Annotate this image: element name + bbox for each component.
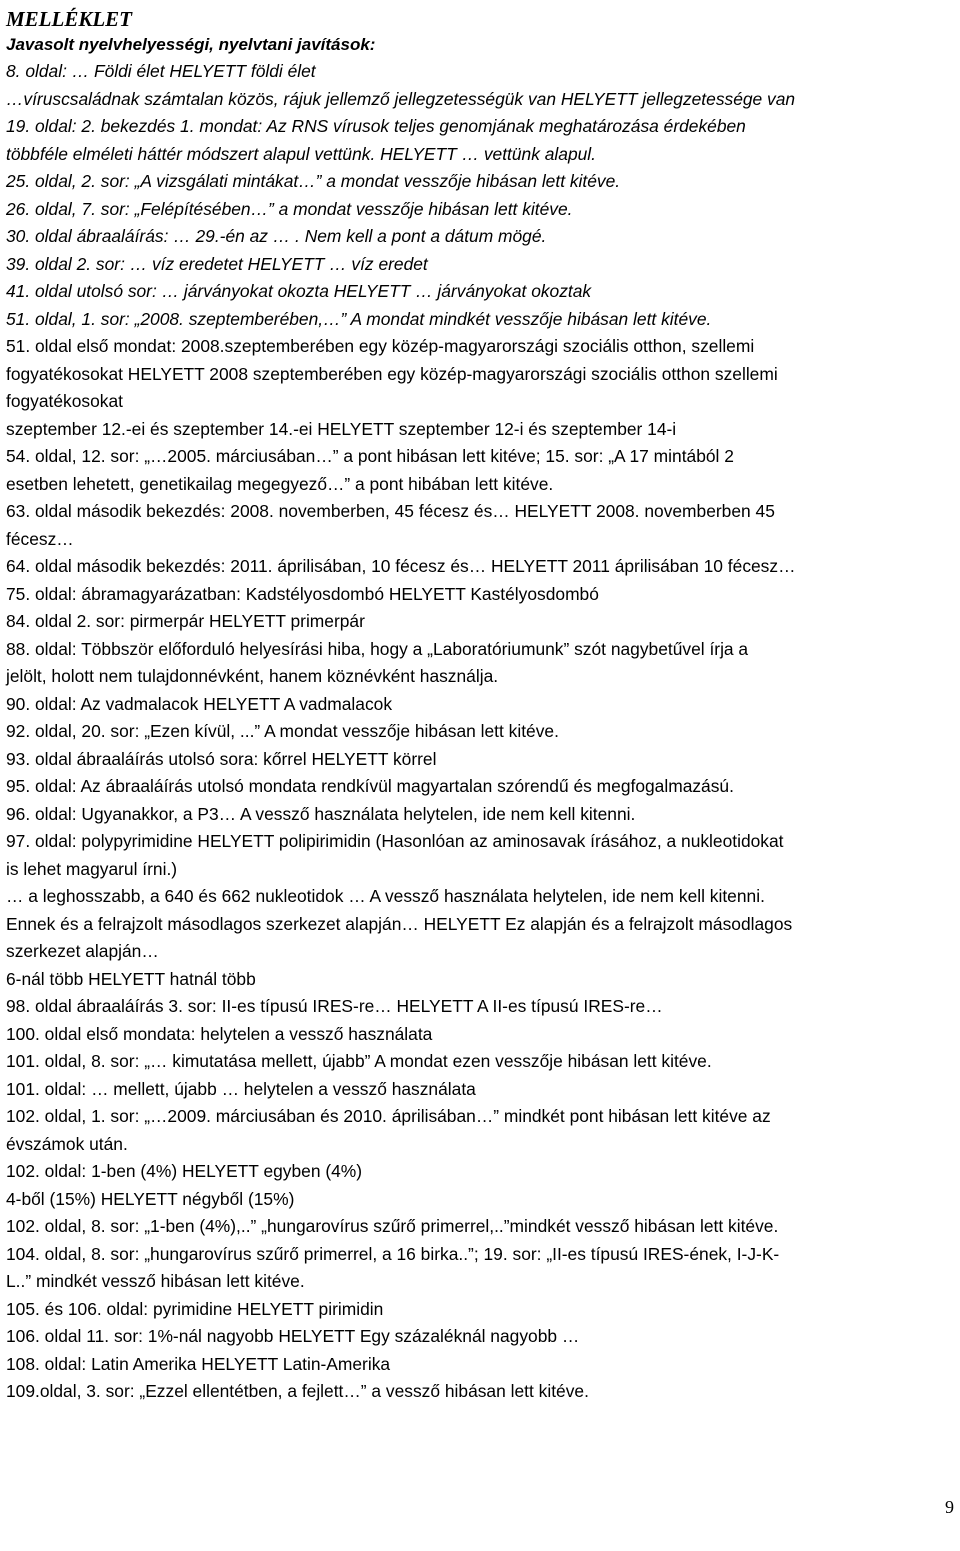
- correction-line: 102. oldal, 1. sor: „…2009. márciusában és 2010. áprilisában…” mindkét pont hibásan lett kitéve az: [6, 1106, 771, 1126]
- correction-line: 75. oldal: ábramagyarázatban: Kadstélyosdombó HELYETT Kastélyosdombó: [6, 583, 599, 604]
- correction-line: 54. oldal, 12. sor: „…2005. márciusában…” a pont hibásan lett kitéve; 15. sor: „A 17 mintából 2: [6, 446, 734, 466]
- correction-line: 88. oldal: Többször előforduló helyesírási hiba, hogy a „Laboratóriumunk” szót nagybetűvel írja a: [6, 638, 749, 659]
- document-subtitle: Javasolt nyelvhelyességi, nyelvtani javítások:: [6, 35, 376, 54]
- correction-line: 98. oldal ábraaláírás 3. sor: II-es típusú IRES-re… HELYETT A II-es típusú IRES-re…: [6, 996, 663, 1016]
- correction-line: fogyatékosokat: [6, 391, 123, 411]
- correction-line: 51. oldal, 1. sor: „2008. szeptemberében,…” A mondat mindkét vesszője hibásan lett kitéve.: [6, 308, 712, 329]
- correction-line: L..” mindkét vessző hibásan lett kitéve.: [6, 1271, 305, 1291]
- correction-line: 84. oldal 2. sor: pirmerpár HELYETT primerpár: [6, 611, 365, 631]
- correction-line: is lehet magyarul írni.): [6, 858, 178, 879]
- correction-line: … a leghosszabb, a 640 és 662 nukleotidok … A vessző használata helytelen, ide nem kell kitenni.: [6, 886, 765, 906]
- correction-line: 106. oldal 11. sor: 1%-nál nagyobb HELYETT Egy százaléknál nagyobb …: [6, 1326, 580, 1346]
- correction-line: szeptember 12.-ei és szeptember 14.-ei HELYETT szeptember 12-i és szeptember 14-i: [6, 418, 677, 439]
- correction-line: 63. oldal második bekezdés: 2008. novemberben, 45 fécesz és… HELYETT 2008. novemberben 45: [6, 501, 775, 521]
- correction-line: 92. oldal, 20. sor: „Ezen kívül, ...” A mondat vesszője hibásan lett kitéve.: [6, 721, 559, 741]
- correction-line: 41. oldal utolsó sor: … járványokat okozta HELYETT … járványokat okoztak: [6, 281, 592, 301]
- correction-line: 19. oldal: 2. bekezdés 1. mondat: Az RNS vírusok teljes genomjának meghatározása érdekében: [6, 116, 746, 136]
- correction-line: 109.oldal, 3. sor: „Ezzel ellentétben, a fejlett…” a vessző hibásan lett kitéve.: [6, 1381, 589, 1401]
- correction-line: fécesz…: [6, 528, 74, 549]
- page-number: 9: [945, 1497, 954, 1517]
- correction-line: 108. oldal: Latin Amerika HELYETT Latin-Amerika: [6, 1353, 391, 1374]
- correction-line: …víruscsaládnak számtalan közös, rájuk jellemző jellegzetességük van HELYETT jellegzetessége van: [6, 88, 796, 109]
- correction-line: 30. oldal ábraaláírás: … 29.-én az … . Nem kell a pont a dátum mögé.: [6, 226, 547, 246]
- correction-line: 93. oldal ábraaláírás utolsó sora: kőrrel HELYETT körrel: [6, 748, 437, 769]
- correction-line: 102. oldal: 1-ben (4%) HELYETT egyben (4%): [6, 1161, 363, 1181]
- correction-line: 64. oldal második bekezdés: 2011. áprilisában, 10 fécesz és… HELYETT 2011 áprilisában 10 fécesz…: [6, 556, 796, 576]
- correction-line: 96. oldal: Ugyanakkor, a P3… A vessző használata helytelen, ide nem kell kitenni.: [6, 803, 636, 824]
- correction-line: 51. oldal első mondat: 2008.szeptemberében egy közép-magyarországi szociális otthon, szellemi: [6, 336, 755, 356]
- correction-line: 8. oldal: … Földi élet HELYETT földi élet: [6, 61, 316, 81]
- correction-line: 97. oldal: polypyrimidine HELYETT polipirimidin (Hasonlóan az aminosavak írásához, a nukleotidokat: [6, 831, 784, 851]
- document-page: [6, 6, 952, 1406]
- correction-line: jelölt, holott nem tulajdonnévként, hanem köznévként használja.: [6, 666, 499, 686]
- correction-line: 4-ből (15%) HELYETT négyből (15%): [6, 1188, 295, 1209]
- correction-line: 26. oldal, 7. sor: „Felépítésében…” a mondat vesszője hibásan lett kitéve.: [6, 198, 573, 219]
- correction-line: 100. oldal első mondata: helytelen a vessző használata: [6, 1023, 433, 1044]
- correction-line: 6-nál több HELYETT hatnál több: [6, 968, 256, 989]
- correction-list: [6, 58, 952, 1406]
- correction-line: többféle elméleti háttér módszert alapul vettünk. HELYETT … vettünk alapul.: [6, 143, 596, 164]
- correction-line: évszámok után.: [6, 1133, 128, 1154]
- correction-line: 39. oldal 2. sor: … víz eredetet HELYETT … víz eredet: [6, 253, 428, 274]
- document-title: MELLÉKLET: [6, 7, 133, 31]
- correction-line: fogyatékosokat HELYETT 2008 szeptemberében egy közép-magyarországi szociális otthon szellemi: [6, 363, 778, 384]
- correction-line: 90. oldal: Az vadmalacok HELYETT A vadmalacok: [6, 693, 393, 714]
- correction-line: 101. oldal: … mellett, újabb … helytelen a vessző használata: [6, 1078, 476, 1099]
- correction-line: 101. oldal, 8. sor: „… kimutatása mellett, újabb” A mondat ezen vesszője hibásan lett kitéve.: [6, 1051, 712, 1071]
- correction-line: 25. oldal, 2. sor: „A vizsgálati mintákat…” a mondat vesszője hibásan lett kitéve.: [6, 171, 621, 191]
- correction-line: Ennek és a felrajzolt másodlagos szerkezet alapján… HELYETT Ez alapján és a felrajzolt másodlagos: [6, 913, 793, 934]
- correction-line: 104. oldal, 8. sor: „hungarovírus szűrő primerrel, a 16 birka..”; 19. sor: „II-es típusú IRES-ének, I-J-K-: [6, 1243, 780, 1264]
- correction-line: esetben lehetett, genetikailag megegyező…” a pont hibában lett kitéve.: [6, 473, 554, 494]
- correction-line: szerkezet alapján…: [6, 941, 159, 961]
- correction-line: 105. és 106. oldal: pyrimidine HELYETT pirimidin: [6, 1298, 384, 1319]
- correction-line: 95. oldal: Az ábraaláírás utolsó mondata rendkívül magyartalan szórendű és megfogalmazású.: [6, 776, 734, 796]
- correction-line: 102. oldal, 8. sor: „1-ben (4%),..” „hungarovírus szűrő primerrel,..”mindkét vessző hibásan lett kitéve.: [6, 1216, 779, 1236]
